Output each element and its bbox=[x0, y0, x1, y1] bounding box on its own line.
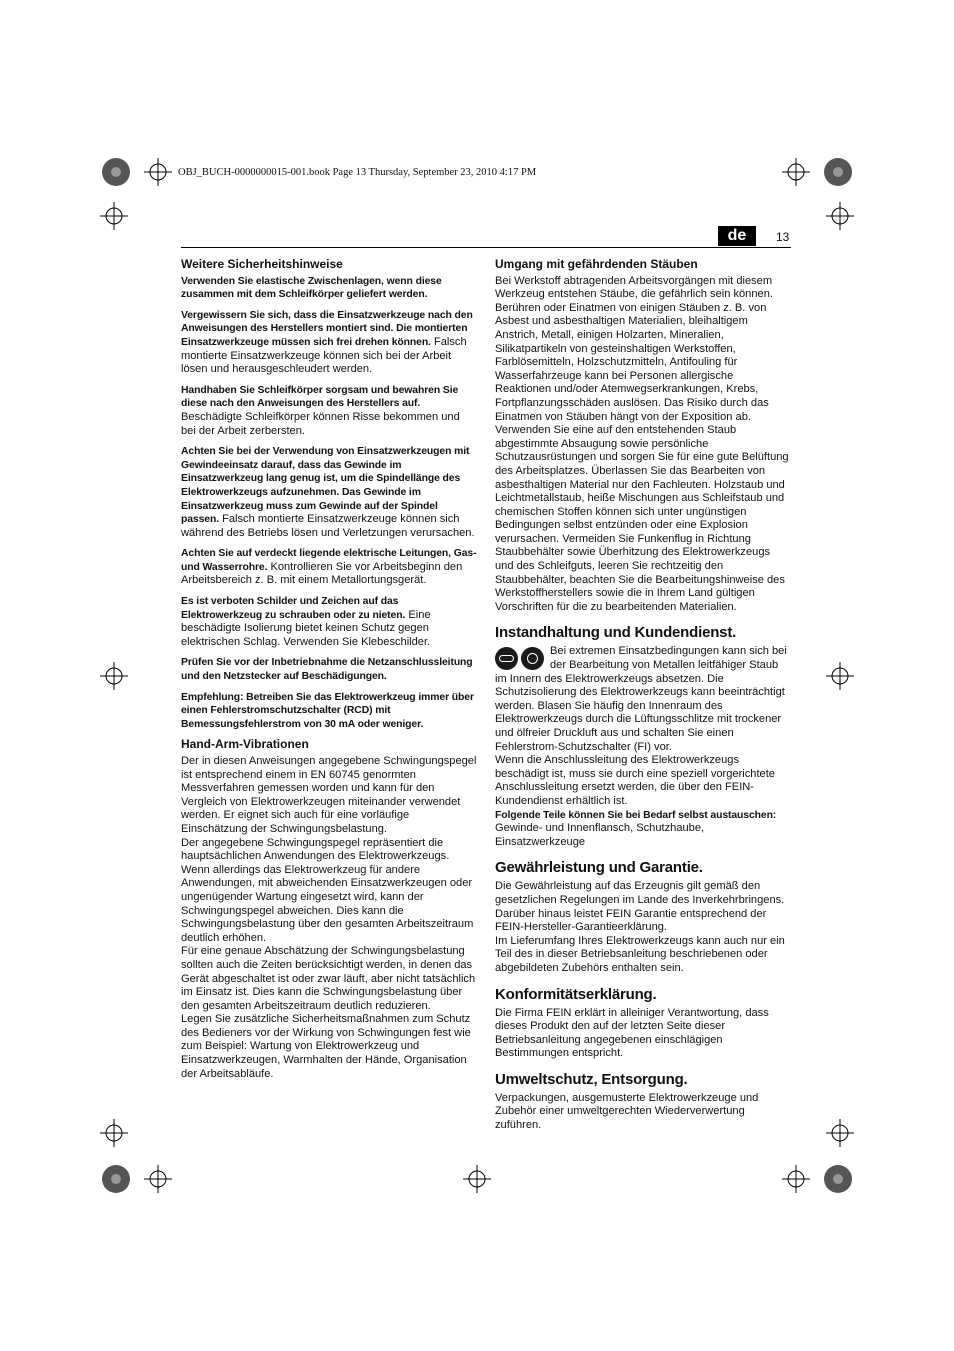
crosshair-mark bbox=[100, 662, 128, 690]
crosshair-mark bbox=[144, 158, 172, 186]
paragraph: Verwenden Sie elastische Zwischenlagen, wenn diese zusammen mit dem Schleifkörper geliefert werden. bbox=[181, 275, 442, 301]
paragraph: Bei Werkstoff abtragenden Arbeitsvorgängen mit diesem Werkzeug entstehen Stäube, die gefährlich sein können. Berühren oder Einatmen von einigen Stäuben z. B. von Asbest und asbesthaltigen Materialien, bleihaltigem Anstrich, Metall, einigen Holzarten, Mineralien, Silikatpartikeln von gesteinshaltigen Werkstoffen, Farblösemitteln, Holzschutzmitteln, Antifouling für Wasserfahrzeuge kann bei Personen allergische Reaktionen und/oder Atemwegserkrankungen, Krebs, Fortpflanzungsschäden auslösen. Das Risiko durch das Einatmen von Stäuben hängt von der Exposition ab. Verwenden Sie eine auf den entstehenden Staub abgestimmte Absaugung sowie persönliche Schutzausrüstungen und sorgen Sie für eine gute Belüftung des Arbeitsplatzes. Überlassen Sie das Bearbeiten von asbesthaltigen Material nur den Fachleuten. Holzstaub und Leichtmetallstaub, heiße Mischungen aus Schleifstaub und chemischen Stoffen können sich unter ungünstigen Bedingungen selbst entzünden oder eine Explosion verursachen. Vermeiden Sie Funkenflug in Richtung Staubbehälter sowie Überhitzung des Elektrowerkzeugs und des Schleifguts, leeren Sie rechtzeitig den Staubbehälter, beachten Sie die Bearbeitungshinweise des Werkstoffherstellers sowie die in Ihrem Land gültigen Vorschriften für die zu bearbeitenden Materialien. bbox=[495, 274, 789, 613]
registration-mark bbox=[822, 1163, 854, 1195]
crosshair-mark bbox=[782, 158, 810, 186]
section-heading: Konformitätserklärung. bbox=[495, 985, 657, 1003]
section-heading: Umweltschutz, Entsorgung. bbox=[495, 1070, 688, 1088]
crosshair-mark bbox=[826, 662, 854, 690]
section-heading: Weitere Sicherheitshinweise bbox=[181, 257, 343, 271]
paragraph: Für eine genaue Abschätzung der Schwingungsbelastung sollten auch die Zeiten berücksichtigt werden, in denen das Gerät abgeschaltet ist oder zwar läuft, aber nicht tatsächlich im Einsatz ist. Dies kann die Schwingungsbelastung über den gesamten Arbeitszeitraum deutlich reduzieren. bbox=[181, 945, 476, 1012]
page-number: 13 bbox=[776, 230, 790, 244]
paragraph: Achten Sie bei der Verwendung von Einsatzwerkzeugen mit Gewindeeinsatz darauf, dass das Gewinde im Einsatzwerkzeug lang genug ist, um die Spindellänge des Elektrowerkzeugs aufzunehmen. Das Gewinde im Einsatzwerkzeug muss zum Gewinde auf der Spindel passen. Falsch montierte Einsatzwerkzeuge können sich während des Betriebs lösen und Verletzungen verursachen. bbox=[181, 446, 475, 539]
paragraph: Legen Sie zusätzliche Sicherheitsmaßnahmen zum Schutz des Bedieners vor der Wirkung von Schwingungen fest wie zum Beispiel: Wartung von Elektrowerkzeug und Einsatzwerkzeugen, Warmhalten der Hände, Organisation der Arbeitsabläufe. bbox=[181, 1013, 471, 1080]
section-heading: Instandhaltung und Kundendienst. bbox=[495, 624, 737, 642]
registration-mark bbox=[100, 156, 132, 188]
registration-mark bbox=[822, 156, 854, 188]
paragraph: Empfehlung: Betreiben Sie das Elektrowerkzeug immer über einen Fehlerstromschutzschalter (RCD) mit Bemessungsfehlerstrom von 30 mA oder weniger. bbox=[181, 691, 474, 730]
paragraph: Verpackungen, ausgemusterte Elektrowerkzeuge und Zubehör einer umweltgerechten Wiederverwertung zuführen. bbox=[495, 1091, 759, 1132]
section-heading: Umgang mit gefährdenden Stäuben bbox=[495, 257, 698, 271]
crosshair-mark bbox=[463, 1165, 491, 1193]
paragraph: Die Firma FEIN erklärt in alleiniger Verantwortung, dass dieses Produkt den auf der letzten Seite dieser Betriebsanleitung angegebenen einschlägigen Bestimmungen entspricht. bbox=[495, 1006, 769, 1060]
paragraph: Wenn die Anschlussleitung des Elektrowerkzeugs beschädigt ist, muss sie durch eine speziell vorgerichtete Anschlussleitung ersetzt werden, die über den FEIN-Kundendienst erhältlich ist. bbox=[495, 754, 775, 807]
paragraph: Im Lieferumfang Ihres Elektrowerkzeugs kann auch nur ein Teil des in dieser Betriebsanleitung beschriebenen oder abgebildeten Zubehörs enthalten sein. bbox=[495, 934, 785, 974]
paragraph: Vergewissern Sie sich, dass die Einsatzwerkzeuge nach den Anweisungen des Herstellers montiert sind. Die montierten Einsatzwerkzeuge müssen sich frei drehen können. Falsch montierte Einsatzwerkzeuge können sich bei der Arbeit lösen und herausgeschleudert werden. bbox=[181, 309, 473, 376]
paragraph: Die Gewährleistung auf das Erzeugnis gilt gemäß den gesetzlichen Regelungen im Lande des Inverkehrbringens. Darüber hinaus leistet FEIN Garantie entsprechend der FEIN-Hersteller-Garantieerklärung. bbox=[495, 880, 785, 934]
paragraph: Achten Sie auf verdeckt liegende elektrische Leitungen, Gas- und Wasserrohre. Kontrollieren Sie vor Arbeitsbeginn den Arbeitsbereich z. B. mit einem Metallortungsgerät. bbox=[181, 548, 477, 587]
paragraph: Der in diesen Anweisungen angegebene Schwingungspegel ist entsprechend einem in EN 60745 genormten Messverfahren gemessen worden und kann für den Vergleich von Elektrowerkzeugen miteinander verwendet werden. Er eignet sich auch für eine vorläufige Einschätzung der Schwingungsbelastung. bbox=[181, 755, 477, 835]
paragraph: Folgende Teile können Sie bei Bedarf selbst austauschen: Gewinde- und Innenflansch, Schutzhaube, Einsatzwerkzeuge bbox=[495, 809, 777, 848]
paragraph: Es ist verboten Schilder und Zeichen auf das Elektrowerkzeug zu schrauben oder zu nieten. Eine beschädigte Isolierung bietet keinen Schutz gegen elektrischen Schlag. Verwenden Sie Klebeschilder. bbox=[181, 596, 431, 648]
right-column bbox=[495, 258, 791, 1133]
crosshair-mark bbox=[826, 202, 854, 230]
paragraph: Bei extremen Einsatzbedingungen kann sich bei der Bearbeitung von Metallen leitfähiger Staub im Innern des Elektrowerkzeugs absetzen. Die Schutzisolierung des Elektrowerkzeugs kann beeinträchtigt werden. Blasen Sie häufig den Innenraum des Elektrowerkzeugs durch die Lüftungsschlitze mit trockener und ölfreier Druckluft aus und schalten Sie einen Fehlerstrom-Schutzschalter (FI) vor. bbox=[495, 645, 787, 753]
paragraph: Der angegebene Schwingungspegel repräsentiert die hauptsächlichen Anwendungen des Elektrowerkzeugs. Wenn allerdings das Elektrowerkzeug für andere Anwendungen, mit abweichenden Einsatzwerkzeugen oder ungenügender Wartung eingesetzt wird, kann der Schwingungspegel abweichen. Dies kann die Schwingungsbelastung über den gesamten Arbeitszeitraum deutlich erhöhen. bbox=[181, 836, 474, 944]
header-rule bbox=[181, 247, 791, 248]
left-column bbox=[181, 258, 477, 1081]
section-heading: Hand-Arm-Vibrationen bbox=[181, 737, 309, 752]
crosshair-mark bbox=[100, 202, 128, 230]
language-badge: de bbox=[718, 226, 756, 246]
paragraph: Prüfen Sie vor der Inbetriebnahme die Netzanschlussleitung und den Netzstecker auf Beschädigungen. bbox=[181, 657, 473, 683]
registration-mark bbox=[100, 1163, 132, 1195]
paragraph: Handhaben Sie Schleifkörper sorgsam und bewahren Sie diese nach den Anweisungen des Herstellers auf. Beschädigte Schleifkörper können Risse bekommen und bei der Arbeit zerbersten. bbox=[181, 384, 460, 437]
crosshair-mark bbox=[782, 1165, 810, 1193]
book-meta-line: OBJ_BUCH-0000000015-001.book Page 13 Thursday, September 23, 2010 4:17 PM bbox=[178, 167, 537, 178]
crosshair-mark bbox=[100, 1119, 128, 1147]
insulation-icon bbox=[521, 647, 544, 670]
section-heading: Gewährleistung und Garantie. bbox=[495, 859, 703, 877]
crosshair-mark bbox=[144, 1165, 172, 1193]
crosshair-mark bbox=[826, 1119, 854, 1147]
safety-goggles-icon bbox=[495, 647, 518, 670]
icon-group bbox=[495, 647, 544, 670]
